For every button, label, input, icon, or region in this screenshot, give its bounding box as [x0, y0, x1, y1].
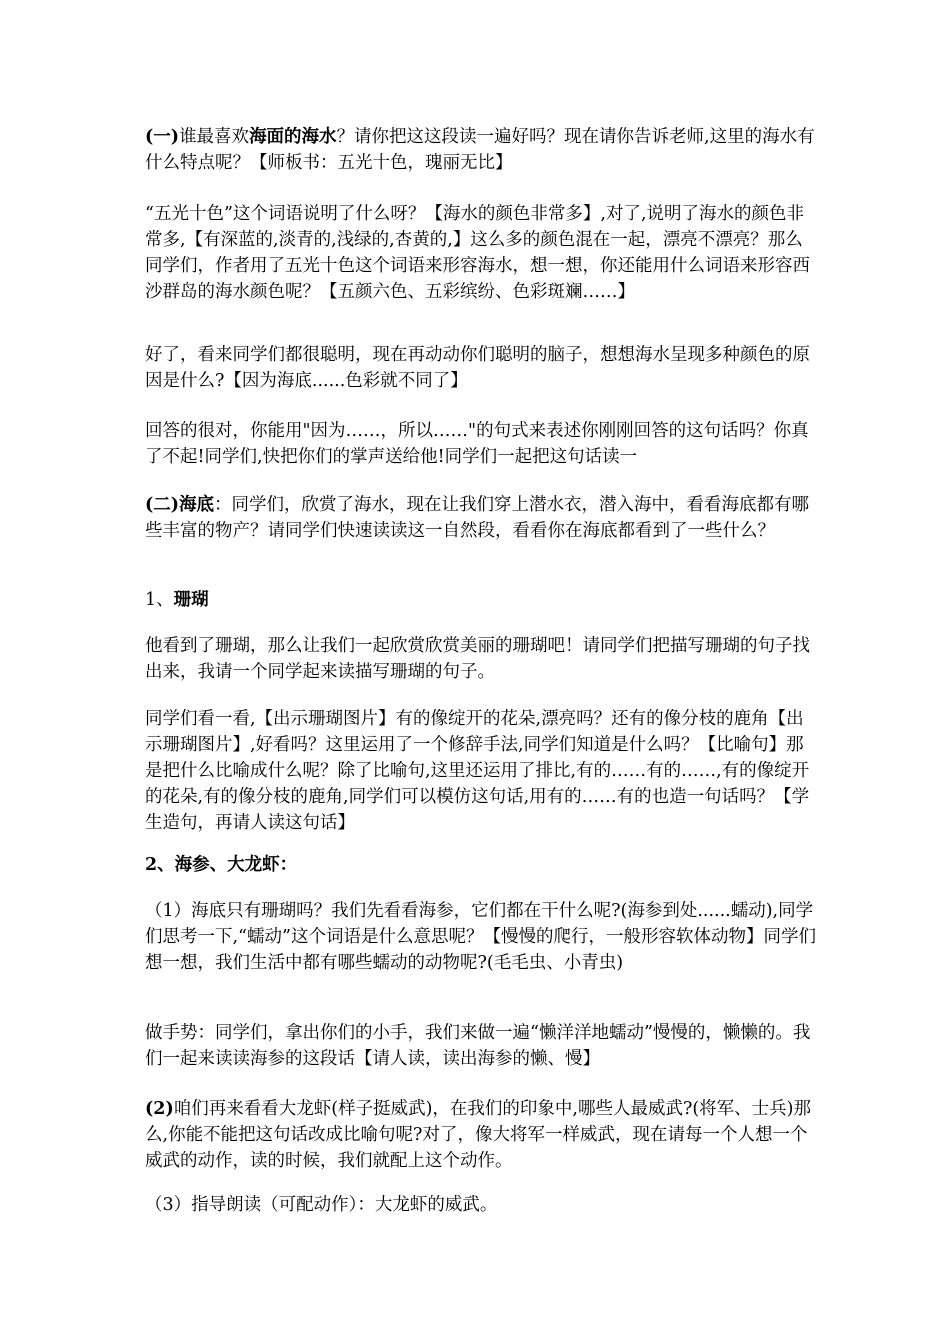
- paragraph-sentence-pattern: 回答的很对，你能用"因为……，所以……"的句式来表述你刚刚回答的这句话吗？你真了不起!同学们,快把你们的掌声送给他!同学们一起把这句话读一: [145, 421, 809, 467]
- text: ？请你把这这段读一遍好吗？现在请你告诉老师,这里的海水有什么特点呢？【师板书：五光十色，瑰丽无比】: [145, 127, 815, 173]
- text: ：同学们，欣赏了海水，现在让我们穿上潜水衣，潜入海中，看看海底都有哪些丰富的物产？请同学们快速读读这一自然段，看看你在海底都看到了一些什么？: [145, 495, 810, 541]
- heading-title: 珊瑚: [173, 590, 209, 610]
- paragraph-reading-guide: （3）指导朗读（可配动作）：大龙虾的威武。: [145, 1195, 498, 1215]
- section-marker-2: (二)海底: [145, 495, 215, 515]
- paragraph-sea-water: [145, 124, 820, 176]
- heading-coral: [145, 587, 820, 613]
- paragraph-coral-intro: 他看到了珊瑚，那么让我们一起欣赏欣赏美丽的珊瑚吧！请同学们把描写珊瑚的句子找出来，我请一个同学起来读描写珊瑚的句子。: [145, 636, 810, 682]
- paragraph-gesture: 做手势：同学们，拿出你们的小手，我们来做一遍“懒洋洋地蠕动”慢慢的，懒懒的。我们一起来读读海参的这段话【请人读，读出海参的懒、慢】: [145, 1023, 811, 1069]
- heading-sea-cucumber-lobster: 2、海参、大龙虾：: [145, 855, 298, 875]
- section-marker-1: (一): [145, 127, 180, 147]
- paragraph-reason: 好了，看来同学们都很聪明，现在再动动你们聪明的脑子，想想海水呈现多种颜色的原因是什么?【因为海底......色彩就不同了】: [145, 345, 810, 391]
- paragraph-seabed: [145, 492, 820, 544]
- item-marker-2: (2): [145, 1099, 174, 1119]
- paragraph-lobster: [145, 1096, 820, 1174]
- text: 谁最喜欢: [179, 127, 250, 147]
- keyword-sea-water: 海面的海水: [249, 127, 337, 147]
- heading-number: 1、: [145, 590, 174, 610]
- paragraph-colorful: “五光十色”这个词语说明了什么呀？【海水的颜色非常多】,对了,说明了海水的颜色非常多,【有深蓝的,淡青的,浅绿的,杏黄的,】这么多的颜色混在一起，漂亮不漂亮？那么同学们，作者用了五光十色这个词语来形容海水，想一想，你还能用什么词语来形容西沙群岛的海水颜色呢？【五颜六色、五彩缤纷、色彩斑斓……】: [145, 204, 810, 302]
- paragraph-sea-cucumber: （1）海底只有珊瑚吗？我们先看看海参，它们都在干什么呢?(海参到处......蠕动),同学们思考一下,“蠕动”这个词语是什么意思呢？【慢慢的爬行，一般形容软体动物】同学们想一想，我们生活中都有哪些蠕动的动物呢?(毛毛虫、小青虫): [145, 901, 816, 973]
- paragraph-coral-detail: 同学们看一看,【出示珊瑚图片】有的像绽开的花朵,漂亮吗？还有的像分枝的鹿角【出示珊瑚图片】,好看吗？这里运用了一个修辞手法,同学们知道是什么吗？【比喻句】那是把什么比喻成什么呢？除了比喻句,这里还运用了排比,有的……有的……,有的像绽开的花朵,有的像分枝的鹿角,同学们可以模仿这句话,用有的……有的也造一句话吗？【学生造句，再请人读这句话】: [145, 709, 810, 833]
- text: 咱们再来看看大龙虾(样子挺威武)，在我们的印象中,哪些人最威武?(将军、士兵)那么,你能不能把这句话改成比喻句呢?对了，像大将军一样威武，现在请每一个人想一个威武的动作，读的时候，我们就配上这个动作。: [145, 1099, 812, 1171]
